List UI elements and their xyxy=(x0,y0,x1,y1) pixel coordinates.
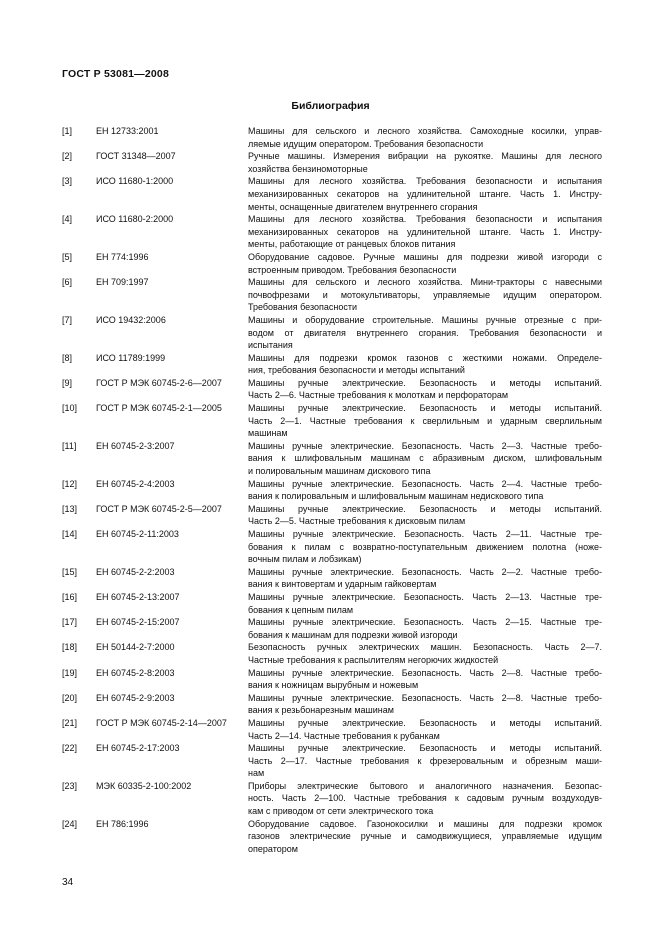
reference-description-line: вочным пилам и лобзикам) xyxy=(248,554,362,565)
reference-description xyxy=(248,213,602,251)
reference-number: [12] xyxy=(62,478,78,489)
reference-number: [4] xyxy=(62,214,73,225)
reference-description-line: встроенным приводом. Требования безопасности xyxy=(248,264,457,275)
document-header: ГОСТ Р 53081—2008 xyxy=(62,68,170,80)
reference-description-line: Машины для сельского и лесного хозяйства. Самоходные косилки, управ- xyxy=(248,126,602,136)
reference-number: [16] xyxy=(62,591,78,602)
reference-description-line: механизированных секаторов на удлинительной штанге. Часть 1. Инстру- xyxy=(248,188,602,199)
reference-description-line: хозяйства бензиномоторные xyxy=(248,163,368,174)
reference-description xyxy=(248,440,602,478)
reference-description-line: Машины для лесного хозяйства. Требования безопасности и испытания xyxy=(248,214,602,225)
reference-code: ЕН 50144-2-7:2000 xyxy=(96,642,175,653)
reference-description-line: ния, требования безопасности и методы испытаний xyxy=(248,365,465,376)
reference-number: [20] xyxy=(62,692,78,703)
reference-code: ГОСТ Р МЭК 60745-2-1—2005 xyxy=(96,403,222,414)
reference-number: [1] xyxy=(62,126,73,136)
reference-description xyxy=(248,780,602,818)
reference-entry xyxy=(62,591,602,616)
reference-number: [11] xyxy=(62,440,77,451)
reference-description-line: вания к полировальным и шлифовальным машинам недискового типа xyxy=(248,491,544,502)
reference-description xyxy=(248,616,602,641)
reference-code: ЕН 60745-2-4:2003 xyxy=(96,478,175,489)
reference-entry xyxy=(62,251,602,276)
reference-entry xyxy=(62,616,602,641)
reference-description-line: механизированных секаторов на удлинительной штанге. Часть 1. Инстру- xyxy=(248,226,602,237)
reference-code: ЕН 60745-2-13:2007 xyxy=(96,591,180,602)
reference-description-line: Машины ручные электрические. Безопасность. Часть 2—15. Частные тре- xyxy=(248,617,602,628)
reference-description-line: бования к цепным пилам xyxy=(248,604,354,615)
reference-description-line: нам xyxy=(248,768,265,779)
reference-description-line: водом от двигателя внутреннего сгорания. Требования безопасности и xyxy=(248,327,602,338)
reference-description-line: Машины ручные электрические. Безопасность. Часть 2—11. Частные тре- xyxy=(248,529,602,539)
reference-description-line: Машины для сельского и лесного хозяйства. Мини-тракторы с навесными xyxy=(248,277,602,288)
reference-description-line: Машины ручные электрические. Безопасность и методы испытаний. xyxy=(248,377,602,388)
reference-number: [5] xyxy=(62,251,73,262)
reference-description-line: вания к резьбонарезным машинам xyxy=(248,705,394,716)
reference-description-line: ность. Часть 2—100. Частные требования к садовым ручным воздуходув- xyxy=(248,793,602,804)
reference-description-line: Частные требования к распылителям негорючих жидкостей xyxy=(248,654,499,665)
reference-number: [21] xyxy=(62,717,78,728)
reference-description-line: испытания xyxy=(248,340,293,351)
reference-code: ИСО 11680-2:2000 xyxy=(96,214,174,225)
reference-description-line: Ручные машины. Измерения вибрации на рукоятке. Машины для лесного xyxy=(248,151,602,162)
reference-number: [3] xyxy=(62,176,73,187)
reference-number: [23] xyxy=(62,780,78,791)
reference-number: [2] xyxy=(62,151,73,162)
reference-entry xyxy=(62,125,602,150)
reference-description xyxy=(248,667,602,692)
reference-description xyxy=(248,692,602,717)
reference-description xyxy=(248,314,602,352)
reference-entry xyxy=(62,478,602,503)
reference-code: ЕН 12733:2001 xyxy=(96,126,159,136)
reference-entry xyxy=(62,780,602,818)
reference-description-line: Машины для лесного хозяйства. Требования безопасности и испытания xyxy=(248,176,602,187)
reference-code: ИСО 11680-1:2000 xyxy=(96,176,174,187)
reference-entry xyxy=(62,742,602,780)
reference-description xyxy=(248,818,602,856)
section-title: Библиография xyxy=(291,100,370,112)
reference-description-line: Безопасность ручных электрических машин. Безопасность. Часть 2—7. xyxy=(248,642,602,653)
reference-description-line: машинам xyxy=(248,428,288,439)
reference-description-line: Часть 2—14. Частные требования к рубанкам xyxy=(248,730,440,741)
reference-description-line: Машины ручные электрические. Безопасность. Часть 2—4. Частные требо- xyxy=(248,478,602,489)
reference-code: ЕН 60745-2-9:2003 xyxy=(96,692,175,703)
reference-code: ЕН 60745-2-15:2007 xyxy=(96,617,180,628)
bibliography-list xyxy=(62,125,602,855)
reference-code: ЕН 709:1997 xyxy=(96,277,149,288)
reference-description-line: Машины ручные электрические. Безопасность. Часть 2—8. Частные требо- xyxy=(248,692,602,703)
reference-description-line: бования к машинам для подрезки живой изгороди xyxy=(248,629,458,640)
reference-number: [8] xyxy=(62,352,73,363)
reference-description xyxy=(248,717,602,742)
reference-code: ГОСТ Р МЭК 60745-2-14—2007 xyxy=(96,717,227,728)
reference-entry xyxy=(62,566,602,591)
reference-description-line: Оборудование садовое. Ручные машины для подрезки живой изгороди с xyxy=(248,251,602,262)
reference-code: ГОСТ Р МЭК 60745-2-6—2007 xyxy=(96,377,222,388)
reference-entry xyxy=(62,276,602,314)
reference-entry xyxy=(62,717,602,742)
reference-entry xyxy=(62,503,602,528)
reference-number: [17] xyxy=(62,617,78,628)
reference-code: ЕН 60745-2-11:2003 xyxy=(96,529,179,539)
reference-description-line: Машины ручные электрические. Безопасность и методы испытаний. xyxy=(248,717,602,728)
reference-description-line: Часть 2—5. Частные требования к дисковым пилам xyxy=(248,516,466,527)
reference-description-line: бования к пилам с возвратно-поступательным движением полотна (ноже- xyxy=(248,541,602,552)
reference-description-line: почвофрезами и мотокультиваторы, управляемые идущим оператором. xyxy=(248,289,602,300)
reference-number: [15] xyxy=(62,566,78,577)
reference-code: ИСО 19432:2006 xyxy=(96,314,166,325)
reference-number: [7] xyxy=(62,314,73,325)
reference-description xyxy=(248,742,602,780)
reference-number: [19] xyxy=(62,667,78,678)
reference-code: ЕН 60745-2-8:2003 xyxy=(96,667,175,678)
reference-entry xyxy=(62,440,602,478)
reference-entry xyxy=(62,818,602,856)
reference-number: [13] xyxy=(62,503,78,514)
reference-description-line: вания к ножницам вырубным и ножевым xyxy=(248,680,419,691)
reference-description-line: Машины и оборудование строительные. Машины ручные отрезные с при- xyxy=(248,314,602,325)
page-number: 34 xyxy=(62,877,74,888)
reference-description-line: Машины для подрезки кромок газонов с жесткими ножами. Определе- xyxy=(248,352,602,363)
reference-description xyxy=(248,377,602,402)
reference-entry xyxy=(62,377,602,402)
reference-description-line: вания к шлифовальным машинам с абразивным диском, шлифовальным xyxy=(248,453,602,464)
reference-description xyxy=(248,503,602,528)
reference-number: [18] xyxy=(62,642,78,653)
reference-description-line: кам с приводом от сети электрического тока xyxy=(248,806,434,817)
reference-description-line: Машины ручные электрические. Безопасность. Часть 2—13. Частные тре- xyxy=(248,591,602,602)
reference-description xyxy=(248,276,602,314)
reference-description xyxy=(248,150,602,175)
reference-entry xyxy=(62,150,602,175)
reference-description-line: Машины ручные электрические. Безопасность. Часть 2—3. Частные требо- xyxy=(248,440,602,451)
reference-description xyxy=(248,175,602,213)
reference-description xyxy=(248,591,602,616)
reference-entry xyxy=(62,352,602,377)
reference-description-line: ляемые идущим оператором. Требования безопасности xyxy=(248,138,484,149)
reference-description-line: газонов электрические ручные и самодвижущиеся, управляемые идущим xyxy=(248,831,602,842)
reference-entry xyxy=(62,692,602,717)
reference-entry xyxy=(62,641,602,666)
reference-description xyxy=(248,641,602,666)
reference-entry xyxy=(62,175,602,213)
reference-number: [6] xyxy=(62,277,73,288)
reference-description-line: вания к винтовертам и ударным гайковертам xyxy=(248,579,437,590)
reference-description-line: Машины ручные электрические. Безопасность и методы испытаний. xyxy=(248,403,602,414)
reference-description-line: Машины ручные электрические. Безопасность. Часть 2—2. Частные требо- xyxy=(248,566,602,577)
reference-code: ГОСТ Р МЭК 60745-2-5—2007 xyxy=(96,503,222,514)
reference-description-line: Требования безопасности xyxy=(248,302,358,313)
reference-description xyxy=(248,251,602,276)
reference-description-line: Машины ручные электрические. Безопасность и методы испытаний. xyxy=(248,503,602,514)
reference-code: ЕН 60745-2-3:2007 xyxy=(96,440,175,451)
reference-description-line: Часть 2—17. Частные требования к фрезеровальным и обрезным маши- xyxy=(248,755,602,766)
reference-description xyxy=(248,352,602,377)
reference-code: ГОСТ 31348—2007 xyxy=(96,151,176,162)
reference-code: ЕН 60745-2-17:2003 xyxy=(96,743,180,754)
reference-number: [10] xyxy=(62,403,78,414)
reference-description-line: оператором xyxy=(248,843,298,854)
reference-description xyxy=(248,125,602,150)
reference-description xyxy=(248,528,602,566)
reference-description xyxy=(248,566,602,591)
reference-description-line: Оборудование садовое. Газонокосилки и машины для подрезки кромок xyxy=(248,818,602,829)
reference-code: ЕН 60745-2-2:2003 xyxy=(96,566,175,577)
reference-entry xyxy=(62,402,602,440)
reference-number: [22] xyxy=(62,743,78,754)
reference-code: ЕН 786:1996 xyxy=(96,818,149,829)
reference-number: [24] xyxy=(62,818,78,829)
reference-code: ЕН 774:1996 xyxy=(96,251,149,262)
reference-code: МЭК 60335-2-100:2002 xyxy=(96,780,192,791)
reference-description-line: Машины ручные электрические. Безопасность. Часть 2—8. Частные требо- xyxy=(248,667,602,678)
reference-entry xyxy=(62,213,602,251)
reference-description-line: менты, оснащенные двигателем внутреннего сгорания xyxy=(248,201,478,212)
reference-entry xyxy=(62,314,602,352)
reference-code: ИСО 11789:1999 xyxy=(96,352,166,363)
reference-description xyxy=(248,478,602,503)
reference-number: [14] xyxy=(62,529,78,539)
reference-description-line: Машины ручные электрические. Безопасность и методы испытаний. xyxy=(248,743,602,754)
reference-description-line: Приборы электрические бытового и аналогичного назначения. Безопас- xyxy=(248,780,602,791)
reference-entry xyxy=(62,667,602,692)
reference-description xyxy=(248,402,602,440)
reference-description-line: менты, работающие от ранцевых блоков питания xyxy=(248,239,456,250)
reference-description-line: Часть 2—1. Частные требования к сверлильным и ударным сверлильным xyxy=(248,415,602,426)
reference-description-line: и полировальным машинам дискового типа xyxy=(248,466,431,477)
reference-description-line: Часть 2—6. Частные требования к молоткам и перфораторам xyxy=(248,390,509,401)
reference-entry xyxy=(62,528,602,566)
reference-number: [9] xyxy=(62,377,73,388)
